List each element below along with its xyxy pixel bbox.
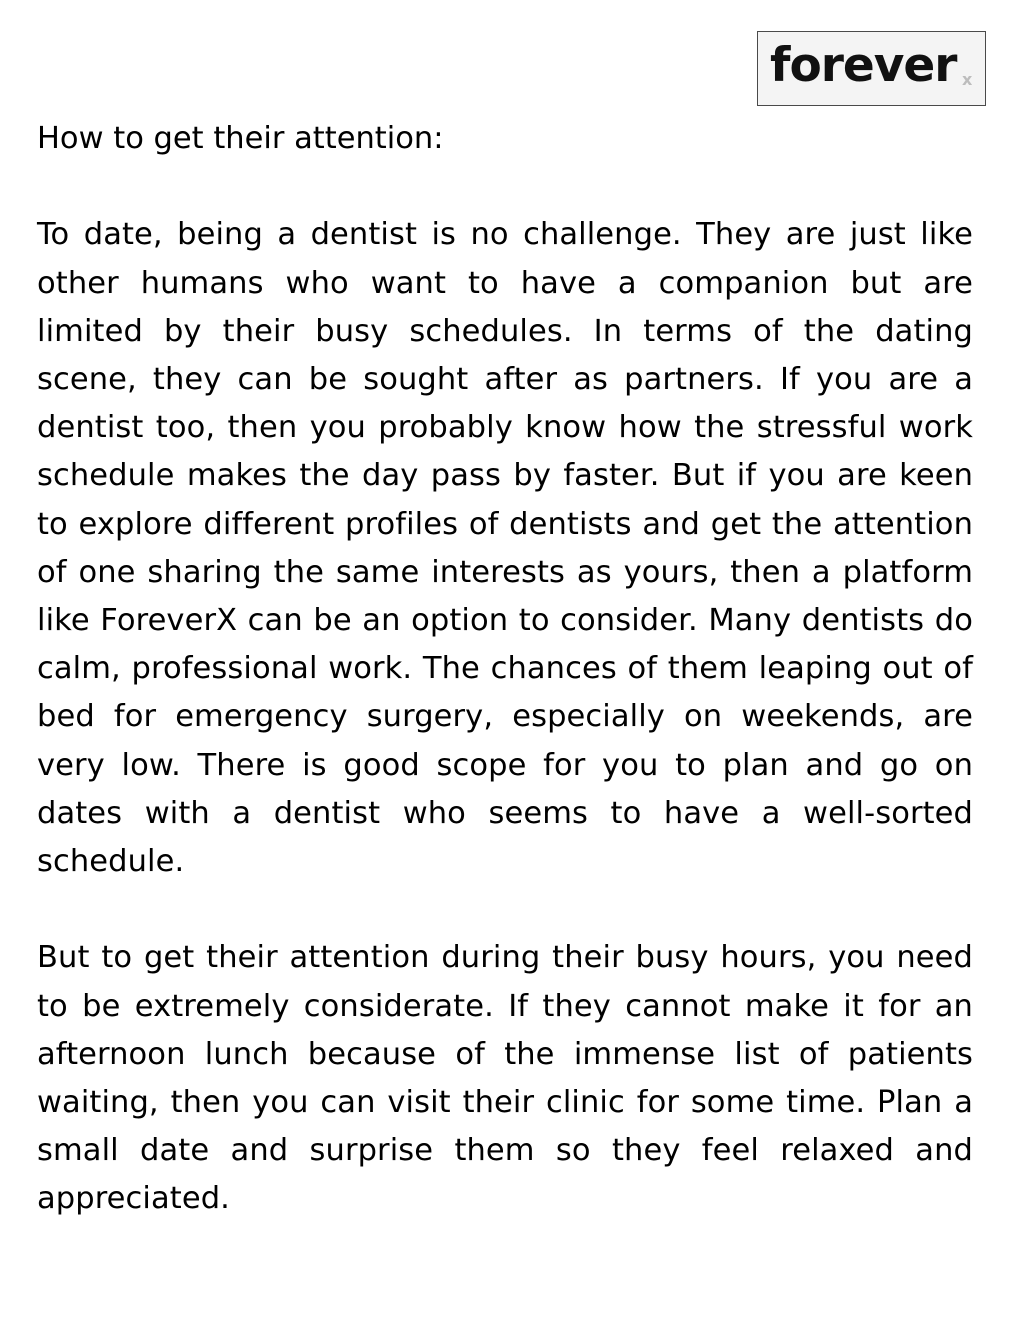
paragraph-attention: But to get their attention during their busy hours, you need to be extremely considerate. If they cannot make it for an afternoon lunch because of the immense list of patients waiting, then you can visit their clinic for some time. Plan a small date and surprise them so they feel relaxed and appreciated. <box>37 940 973 1217</box>
logo-suffix: x <box>962 70 973 89</box>
logo-wordmark: forever <box>770 38 957 93</box>
paragraph-intro: To date, being a dentist is no challenge. They are just like other humans who want to have a companion but are limited by their busy schedules. In terms of the dating scene, they can be sought after as partners. If you are a dentist too, then you probably know how the stressful work schedule makes the day pass by faster. But if you are keen to explore different profiles of dentists and get the attention of one sharing the same interests as yours, then a platform like ForeverX can be an option to consider. Many dentists do calm, professional work. The chances of them leaping out of bed for emergency surgery, especially on weekends, are very low. There is good scope for you to plan and go on dates with a dentist who seems to have a well-sorted schedule. <box>37 217 973 880</box>
brand-logo <box>757 31 986 106</box>
article-body <box>37 115 973 1224</box>
section-heading: How to get their attention: <box>37 121 444 156</box>
